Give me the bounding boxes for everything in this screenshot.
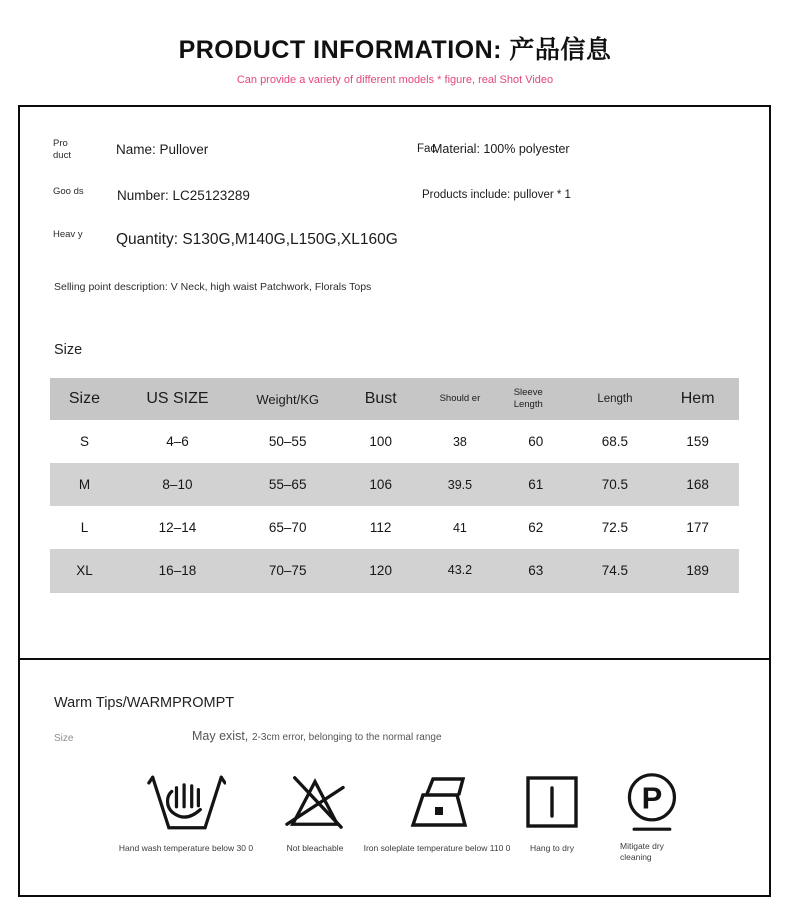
table-cell: 70–75	[268, 562, 307, 578]
care-label-iron: Iron soleplate temperature below 110 0	[363, 843, 511, 853]
table-cell: 112	[369, 520, 392, 535]
dry-clean-letter: P	[641, 780, 663, 816]
table-cell: 120	[369, 562, 392, 578]
table-cell: XL	[76, 562, 93, 578]
table-cell: 63	[528, 562, 544, 578]
table-header-row	[50, 378, 739, 420]
section-divider	[18, 658, 771, 660]
table-cell: 189	[686, 562, 709, 578]
col-header-bust: Bust	[364, 390, 397, 407]
product-info-box	[18, 105, 771, 897]
table-cell: S	[79, 434, 89, 449]
col-header-hem: Hem	[680, 390, 715, 407]
col-header-sleeve-length-text: Sleeve Length	[513, 387, 543, 410]
table-cell: 8–10	[162, 477, 193, 492]
goods-number-value: Number: LC25123289	[117, 188, 250, 203]
table-cell: M	[78, 477, 91, 492]
table-cell: 72.5	[601, 520, 629, 535]
tip-detail-text: 2-3cm error, belonging to the normal range	[252, 732, 442, 743]
page-title: PRODUCT INFORMATION: 产品信息	[178, 36, 612, 64]
table-cell: 39.5	[447, 477, 473, 492]
table-cell: 168	[686, 477, 709, 492]
products-include-value: Products include: pullover * 1	[422, 189, 571, 201]
size-table-header	[50, 378, 739, 420]
table-row	[50, 463, 739, 506]
table-cell: 55–65	[268, 477, 307, 492]
table-cell: 177	[686, 520, 709, 535]
tip-main-text: May exist,	[192, 729, 249, 743]
selling-point-description: Selling point description: V Neck, high waist Patchwork, Florals Tops	[54, 281, 372, 293]
col-header-shoulder	[422, 378, 498, 420]
table-cell: 62	[528, 520, 544, 535]
fabric-label: Fac	[417, 143, 437, 155]
dry-clean-p-icon	[571, 766, 731, 838]
tip-size-label: Size	[54, 733, 74, 744]
table-cell: 74.5	[601, 562, 629, 578]
table-cell: 61	[528, 477, 544, 492]
table-cell: 41	[452, 520, 467, 535]
size-chart-table	[50, 378, 739, 593]
product-name-value: Name: Pullover	[116, 142, 209, 157]
table-cell: 159	[686, 434, 709, 449]
page-subtitle: Can provide a variety of different models * figure, real Shot Video	[236, 74, 554, 86]
size-table-body	[50, 420, 739, 592]
table-cell: 12–14	[158, 520, 197, 535]
goods-label: Goo ds	[53, 186, 84, 197]
table-cell: 65–70	[268, 520, 307, 535]
col-header-us-size: US SIZE	[146, 390, 209, 407]
care-label-no-bleach: Not bleachable	[286, 843, 344, 853]
size-section-heading: Size	[54, 342, 83, 358]
product-label: Pro duct	[53, 138, 71, 161]
table-row	[50, 420, 739, 463]
care-label-hang-dry: Hang to dry	[530, 843, 574, 853]
table-cell: 4–6	[166, 434, 189, 449]
care-block-dry-clean	[571, 766, 731, 865]
quantity-value: Quantity: S130G,M140G,L150G,XL160G	[116, 231, 398, 248]
table-cell: 43.2	[447, 563, 473, 578]
table-cell: 70.5	[601, 477, 629, 492]
care-label-hand-wash: Hand wash temperature below 30 0	[118, 843, 254, 853]
col-header-length: Length	[597, 393, 633, 405]
table-cell: 60	[528, 434, 544, 449]
material-value: Material: 100% polyester	[432, 142, 570, 156]
table-cell: 38	[452, 434, 467, 449]
warm-tips-heading: Warm Tips/WARMPROMPT	[54, 695, 235, 711]
table-cell: 68.5	[601, 434, 629, 449]
table-cell: 100	[369, 434, 392, 449]
table-cell: L	[80, 520, 89, 535]
col-header-weight: Weight/KG	[256, 391, 319, 407]
table-row	[50, 549, 739, 592]
col-header-size: Size	[68, 390, 100, 407]
heavy-label: Heav y	[53, 229, 83, 240]
table-cell: 16–18	[158, 562, 197, 578]
col-header-sleeve-length	[498, 378, 574, 420]
table-row	[50, 506, 739, 549]
col-header-shoulder-text: Should er	[439, 393, 481, 405]
table-cell: 50–55	[268, 434, 307, 449]
table-cell: 106	[369, 477, 392, 492]
care-label-dry-clean: Mitigate dry cleaning	[620, 841, 664, 863]
